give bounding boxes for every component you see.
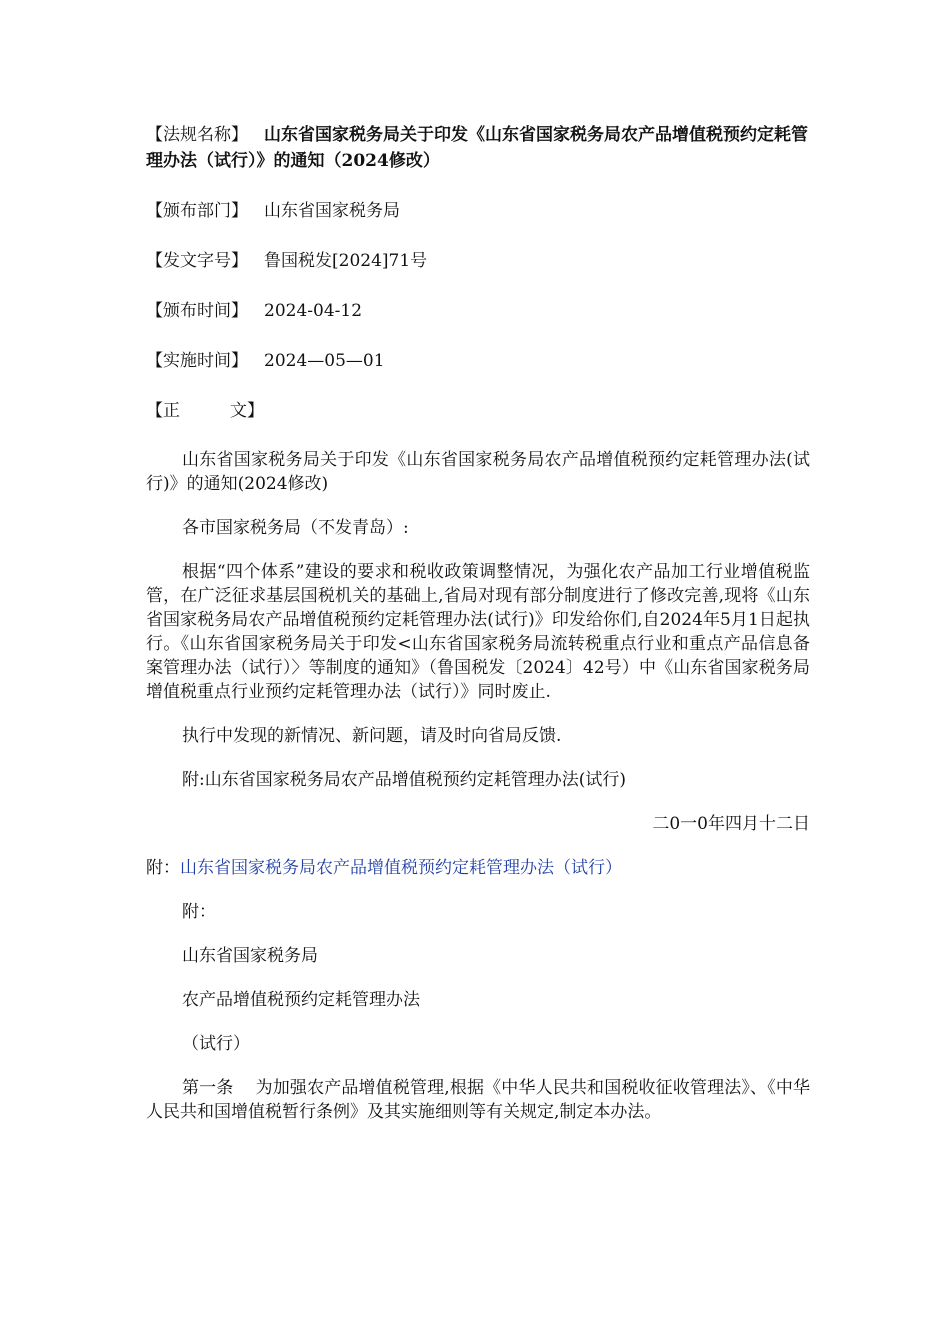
issue-date-label: 【颁布时间】: [146, 301, 248, 321]
issue-date-row: [146, 298, 810, 324]
attachment-link[interactable]: 山东省国家税务局农产品增值税预约定耗管理办法（试行）: [180, 858, 622, 878]
issue-date-line: 二0一0年四月十二日: [652, 814, 810, 834]
paragraph-title-copy: 山东省国家税务局关于印发《山东省国家税务局农产品增值税预约定耗管理办法(试行)》的通知(2024修改): [146, 450, 810, 494]
article-one-text: 为加强农产品增值税管理,根据《中华人民共和国税收征收管理法》、《中华人民共和国增值税暂行条例》及其实施细则等有关规定,制定本办法。: [146, 1078, 811, 1122]
attachment-row: [146, 856, 810, 880]
regulation-title-row: [146, 122, 810, 174]
body-label-left: 【正: [146, 401, 180, 421]
article-one: [146, 1076, 810, 1124]
document-number-row: [146, 248, 810, 274]
paragraph-recipient: 各市国家税务局（不发青岛）:: [182, 518, 409, 538]
paragraph-measure-title: 农产品增值税预约定耗管理办法: [182, 990, 420, 1010]
department-row: [146, 198, 810, 224]
document-page: [146, 122, 810, 1144]
body-label-row: [146, 398, 810, 424]
department-value: 山东省国家税务局: [264, 201, 400, 221]
issue-date-value: 2024-04-12: [264, 301, 363, 321]
effective-date-label: 【实施时间】: [146, 351, 248, 371]
paragraph-attachment-note: 附:山东省国家税务局农产品增值税预约定耗管理办法(试行): [182, 770, 626, 790]
attachment-prefix: 附：: [146, 858, 180, 878]
regulation-title-value: 山东省国家税务局关于印发《山东省国家税务局农产品增值税预约定耗管理办法（试行）》的通知（2024修改）: [146, 125, 808, 171]
document-number-value: 鲁国税发[2024]71号: [264, 251, 428, 271]
department-label: 【颁布部门】: [146, 201, 248, 221]
paragraph-attachment-label: 附：: [182, 902, 216, 922]
paragraph-main: 根据“四个体系”建设的要求和税收政策调整情况，为强化农产品加工行业增值税监管，在广泛征求基层国税机关的基础上,省局对现有部分制度进行了修改完善,现将《山东省国家税务局农产品增值税预约定耗管理办法(试行)》印发给你们,自2024年5月1日起执行。《山东省国家税务局关于印发<山东省国家税务局流转税重点行业和重点产品信息备案管理办法（试行）〉等制度的通知》（鲁国税发〔2024〕42号）中《山东省国家税务局增值税重点行业预约定耗管理办法（试行）》同时废止.: [146, 562, 810, 702]
regulation-title-label: 【法规名称】: [146, 125, 248, 145]
document-number-label: 【发文字号】: [146, 251, 248, 271]
paragraph-issuer: 山东省国家税务局: [182, 946, 318, 966]
effective-date-value: 2024—05—01: [264, 351, 385, 371]
article-one-label: 第一条: [182, 1078, 234, 1098]
paragraph-trial: （试行）: [182, 1034, 250, 1054]
effective-date-row: [146, 348, 810, 374]
paragraph-feedback: 执行中发现的新情况、新问题，请及时向省局反馈.: [182, 726, 562, 746]
body-label-right: 文】: [230, 401, 264, 421]
